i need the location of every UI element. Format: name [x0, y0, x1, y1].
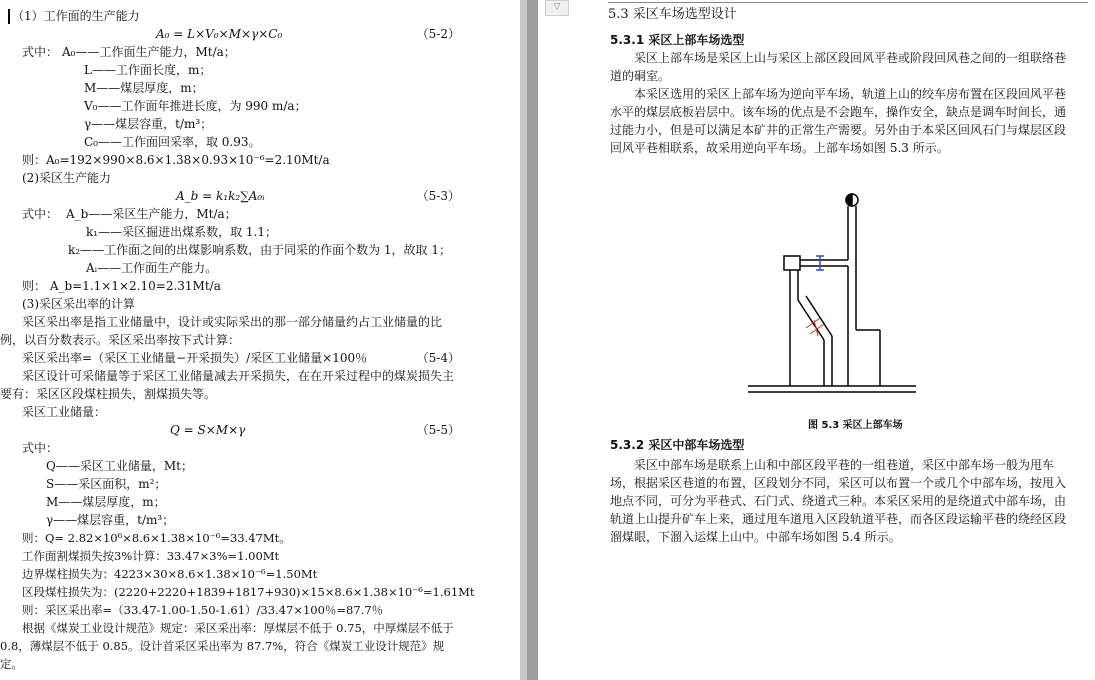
where-label-3: 式中： — [22, 441, 59, 455]
upper-yard-para1-line2: 道的硐室。 — [610, 69, 671, 83]
heading-5-3-1: 5.3.1 采区上部车场选型 — [610, 33, 745, 47]
def-gamma: γ——煤层容重，t/m³； — [84, 117, 213, 131]
recovery-paragraph-line1: 采区采出率是指工业储量中，设计或实际采出的那一部分储量约占工业储量的比 — [22, 315, 443, 329]
calc-recovery-rate: 则：采区采出率=（33.47-1.00-1.50-1.61）/33.47×100％=87.7％ — [22, 603, 384, 617]
upper-yard-para1-line1: 采区上部车场是采区上山与采区上部区段回风平巷或阶段回风巷之间的一组联络巷 — [634, 51, 1067, 65]
equation-5-5: Q = S×M×γ — [170, 423, 246, 437]
upper-yard-figure — [740, 190, 920, 402]
page-top-rule — [608, 2, 1088, 3]
loss-paragraph-line1: 采区设计可采储量等于采区工业储量减去开采损失，在在开采过程中的煤炭损失主 — [22, 369, 455, 383]
upper-yard-para2-line4: 回风平巷相联系，故采用逆向平车场。上部车场如图 5.3 所示。 — [610, 141, 949, 155]
middle-yard-para-line3: 地点不同，可分为平巷式、石门式、绕道式三种。本采区采用的是绕道式中部车场，由 — [610, 494, 1067, 508]
loss-section-pillar: 区段煤柱损失为：(2220+2220+1839+1817+930)×15×8.6×1.38×10⁻⁶=1.61Mt — [22, 585, 475, 599]
def-c0: C₀——工作面回采率，取 0.93。 — [84, 135, 261, 149]
upper-yard-para2-line3: 过能力小，但是可以满足本矿井的正常生产需要。另外由于本采区回风石门与煤层区段 — [610, 123, 1067, 137]
def-a0: A₀——工作面生产能力，Mt/a； — [62, 45, 236, 59]
def-ai: Aᵢ——工作面生产能力。 — [86, 261, 218, 275]
equation-5-4: 采区采出率=（采区工业储量−开采损失）/采区工业储量×100％ — [22, 351, 368, 365]
def-m2: M——煤层厚度，m； — [46, 495, 166, 509]
middle-yard-para-line1: 采区中部车场是联系上山和中部区段平巷的一组巷道，采区中部车场一般为甩车 — [634, 458, 1055, 472]
def-l: L——工作面长度，m； — [84, 63, 212, 77]
section-5-3-title: 5.3 采区车场选型设计 — [608, 7, 737, 22]
def-s: S——采区面积，m²； — [46, 477, 167, 491]
where-label: 式中： — [22, 45, 59, 59]
figure-5-3-caption: 图 5.3 采区上部车场 — [808, 420, 903, 431]
def-gamma2: γ——煤层容重，t/m³； — [46, 513, 175, 527]
heading-5-3-2: 5.3.2 采区中部车场选型 — [610, 438, 745, 452]
section-production-capacity-title: （1）工作面的生产能力 — [12, 9, 140, 23]
def-k2: k₂——工作面之间的出煤影响系数，由于同采的作面个数为 1，故取 1； — [68, 243, 451, 257]
spec-paragraph-line1: 根据《煤炭工业设计规范》规定：采区采出率：厚煤层不低于 0.75，中厚煤层不低于 — [22, 621, 454, 635]
def-m: M——煤层厚度，m； — [84, 81, 204, 95]
equation-5-3: A_b = k₁k₂∑A₀ᵢ — [176, 189, 265, 203]
def-ab: A_b——采区生产能力，Mt/a； — [66, 207, 237, 221]
calc-ab: 则： A_b=1.1×1×2.10=2.31Mt/a — [22, 279, 221, 293]
loss-boundary-pillar: 边界煤柱损失为：4223×30×8.6×1.38×10⁻⁶=1.50Mt — [22, 567, 318, 581]
def-v0: V₀——工作面年推进长度，为 990 m/a； — [84, 99, 307, 113]
upper-yard-para2-line1: 本采区选用的采区上部车场为逆向平车场，轨道上山的绞车房布置在区段回风平巷 — [634, 87, 1067, 101]
spec-paragraph-line2: 0.8，薄煤层不低于 0.85。设计首采区采出率为 87.7%，符合《煤炭工业设计规范》规 — [0, 639, 445, 653]
loss-paragraph-line2: 要有：采区区段煤柱损失，割煤损失等。 — [0, 387, 217, 401]
recovery-paragraph-line2: 例，以百分数表示。采区采出率按下式计算： — [0, 333, 241, 347]
middle-yard-para-line4: 轨道上山提升矿车上来，通过甩车道甩入区段轨道平巷，而各区段运输平巷的绕经区段 — [610, 512, 1067, 526]
text-cursor — [8, 9, 10, 24]
equation-number-5-4: （5-4） — [416, 351, 460, 365]
section-district-capacity-title: (2)采区生产能力 — [22, 171, 111, 185]
calc-a0: 则：A₀=192×990×8.6×1.38×0.93×10⁻⁶=2.10Mt/a — [22, 153, 330, 167]
reserve-title: 采区工业储量： — [22, 405, 107, 419]
loss-cutting: 工作面割煤损失按3%计算：33.47×3%=1.00Mt — [22, 549, 280, 563]
page-gutter-shadow — [527, 0, 538, 680]
upper-yard-para2-line2: 水平的煤层底板岩层中。该车场的优点是不会跑车，操作安全，缺点是调车时间长，通 — [610, 105, 1067, 119]
equation-number-5-5: （5-5） — [416, 423, 460, 437]
middle-yard-para-line2: 场，根据采区巷道的布置，区段划分不同，采区可以布置一个或几个中部车场，按甩入 — [610, 476, 1067, 490]
where-label-2: 式中： — [22, 207, 59, 221]
def-k1: k₁——采区掘进出煤系数，取 1.1； — [86, 225, 277, 239]
scroll-down-icon[interactable]: ▽ — [545, 0, 569, 16]
spec-paragraph-line3: 定。 — [0, 657, 23, 671]
calc-q: 则：Q= 2.82×10⁶×8.6×1.38×10⁻⁶=33.47Mt。 — [22, 531, 291, 545]
middle-yard-para-line5: 溜煤眼，下溜入运煤上山中。中部车场如图 5.4 所示。 — [610, 530, 901, 544]
def-q: Q——采区工业储量，Mt； — [46, 459, 193, 473]
left-document-page — [0, 0, 520, 680]
section-recovery-rate-title: (3)采区采出率的计算 — [22, 297, 135, 311]
equation-number-5-3: （5-3） — [416, 189, 460, 203]
equation-number-5-2: （5-2） — [416, 27, 460, 41]
equation-5-2: A₀ = L×V₀×M×γ×C₀ — [156, 27, 283, 41]
